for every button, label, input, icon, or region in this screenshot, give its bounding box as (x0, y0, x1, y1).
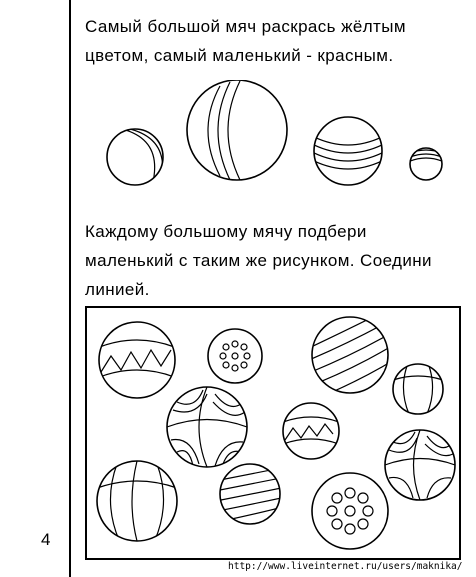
ball-smallest[interactable] (408, 148, 444, 180)
task-1-line-1: Самый большой мяч раскрась жёлтым (85, 17, 406, 36)
big-ball-diagonal-stripes[interactable] (309, 310, 397, 396)
ball-medium[interactable] (312, 117, 384, 185)
task-1-instruction (85, 12, 465, 70)
task-1-line-2: цветом, самый маленький - красным. (85, 46, 394, 65)
task-2-instruction (85, 217, 465, 304)
page-number: 4 (41, 530, 51, 549)
big-ball-beach[interactable] (97, 461, 177, 541)
big-ball-zigzag[interactable] (97, 322, 177, 398)
task-2-line-2: маленький с таким же рисунком. Соедини (85, 251, 432, 270)
big-ball-segments[interactable] (167, 387, 247, 467)
small-ball-diagonal-stripes[interactable] (220, 464, 281, 524)
task-2-line-3: линией. (85, 280, 150, 299)
margin-line (69, 0, 71, 577)
big-ball-segments-right[interactable] (385, 430, 455, 500)
small-ball-zigzag[interactable] (283, 403, 339, 459)
task-2-line-1: Каждому большому мячу подбери (85, 222, 367, 241)
ball-size-row (90, 80, 460, 210)
matching-exercise-frame (85, 306, 461, 560)
ball-small[interactable] (107, 129, 163, 186)
big-ball-dots[interactable] (312, 473, 388, 549)
small-ball-dots[interactable] (208, 329, 262, 383)
ball-largest[interactable] (187, 80, 287, 180)
footer-source-url: http://www.liveinternet.ru/users/maknika/ (228, 561, 463, 572)
matching-balls (87, 308, 459, 558)
small-ball-beach[interactable] (393, 364, 443, 414)
